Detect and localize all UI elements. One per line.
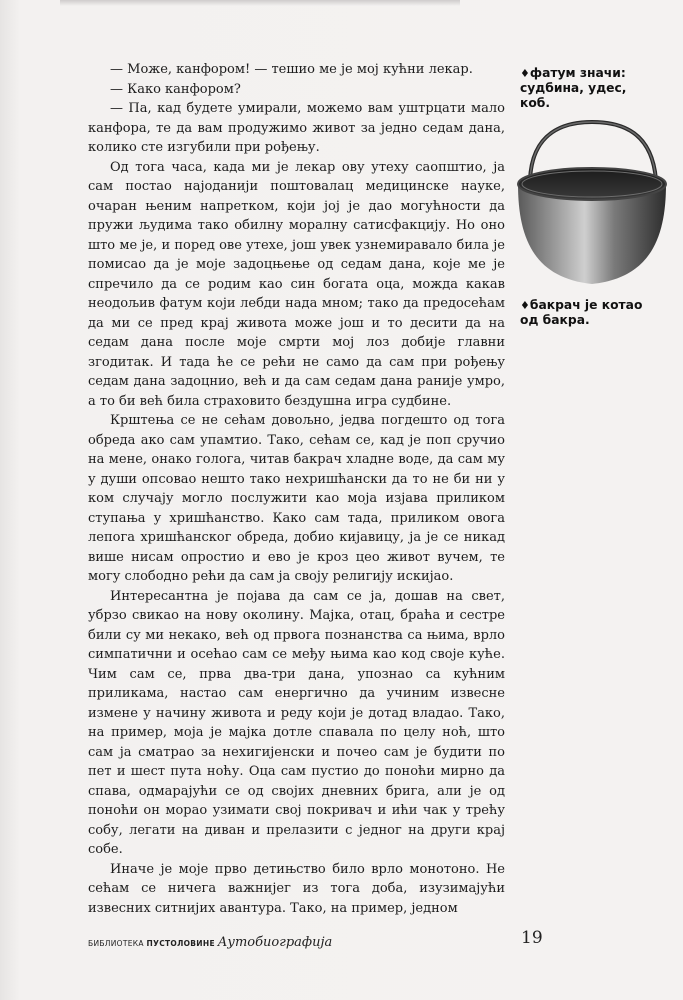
diamond-bullet-icon: ♦ xyxy=(520,67,530,80)
paragraph: — Како канфором? xyxy=(110,81,241,97)
series-label: БИБЛИОТЕКА xyxy=(88,939,144,948)
sidenote-bakrac xyxy=(520,298,650,328)
sidenote-fatum xyxy=(520,66,650,111)
book-footer xyxy=(88,935,332,950)
sidenote-text: бакрач је котао од бакра. xyxy=(520,298,643,327)
paragraph: Крштења се не сећам довољно, једва погдешто од тога обреда ако сам упамтио. Тако, сећам се, кад је поп сручио на мене, онако гологa, читав бакрач хладне воде, да сам му у души опсовао нешто тако нехришћански да то не би ни у ком случају могло послужити као моја изјава приликом ступања у хришћанство. Како сам тада, приликом овога лепога хришћанског обреда, добио кијавицу, ја је се никад више нисам опростио и ево је кроз цео живот вучем, те могу слободно рећи да сам ја своју религију искијао. xyxy=(88,413,505,584)
sidenote-text: фатум значи: судбина, удес, коб. xyxy=(520,66,627,110)
paragraph: Од тога часа, када ми је лекар ову утеху саопштио, ја сам постао најоданији поштовалац медицинске науке, очаран њеним напретком, који јој је дао могућности да пружи људима тако обилну моралну сатисфакцију. Но оно што ме је, и поред ове утехе, још увек узнемиравало била је помисао да је моје задоцњење од седам дана, које ме је спречило да се родим као син богата оца, можда какав неодољив фатум који лебди нада мном; тако да предосећам да ми се пред крај живота може још и то десити да на седам дана после моје смрти мој лоз добије главни згодитак. И тада ће се рећи не само да сам при рођењу седам дана задоцнио, већ и да сам седам дана раније умро, а то би већ била страховито бездушна игра судбине. xyxy=(88,159,505,409)
page-edge-shadow xyxy=(60,0,460,6)
copper-cauldron-illustration xyxy=(512,118,670,290)
diamond-bullet-icon: ♦ xyxy=(520,299,530,312)
book-title: Аутобиографија xyxy=(217,935,333,950)
main-text-column xyxy=(88,60,505,918)
paragraph: — Па, кад будете умирали, можемо вам уштрцати мало канфора, те да вам продужимо живот за једно седам дана, колико сте изгубили при рођењу. xyxy=(88,101,505,155)
paragraph: Иначе је моје прво детињство било врло монотоно. Не сећам се ничега важнијег из тога доба, изузимајући извесних ситнијих авантура. Тако, на пример, једном xyxy=(88,861,505,916)
paragraph: Интересантна је појава да сам се ја, дошав на свет, убрзо свикао на нову околину. Мајка, отац, браћа и сестре били су ми некако, већ од првога познанства са њима, врло симпатични и осећао сам се међу њима као код своје куће. Чим сам се, прва два-три дана, упознао са кућним приликама, настао сам енергично да учиним извесне измене у начину живота и реду који је дотад владао. Тако, на пример, моја је мајка дотле спавала по целу ноћ, што сам ја сматрао за нехигијенски и почео сам је будити по пет и шест пута ноћу. Оца сам пустио до поноћи мирно да спава, одмарајући се од својих дневних брига, али је од поноћи он морао узимати свој покривач и ићи чак у трећу собу, легати на диван и прелазити с једног на други крај собе. xyxy=(88,588,505,857)
paragraph: — Може, канфором! — тешио ме је мој кућни лекар. xyxy=(110,62,473,77)
page-number: 19 xyxy=(521,928,543,948)
series-name: ПУСТОЛОВИНЕ xyxy=(146,939,215,948)
